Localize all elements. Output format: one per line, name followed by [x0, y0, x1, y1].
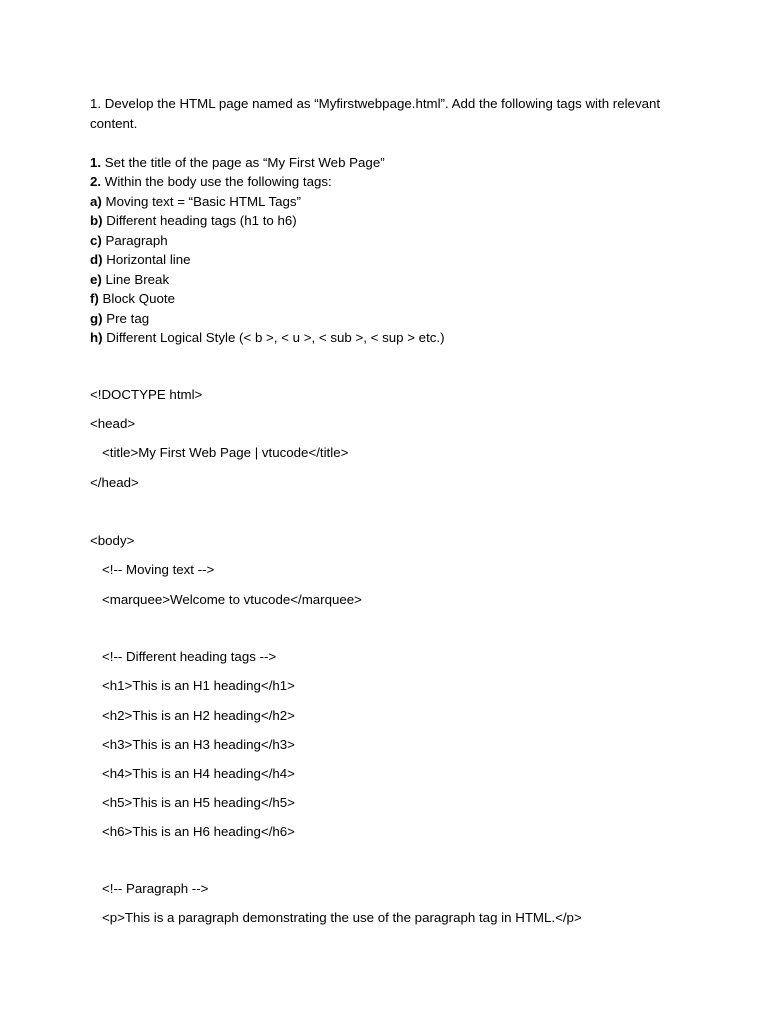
- code-line-h3: <h3>This is an H3 heading</h3>: [102, 737, 295, 752]
- task-text: Set the title of the page as “My First Web Page”: [101, 154, 385, 170]
- task-text: Line Break: [101, 271, 170, 287]
- code-line-h2: <h2>This is an H2 heading</h2>: [102, 708, 295, 723]
- code-line-h5: <h5>This is an H5 heading</h5>: [102, 795, 295, 810]
- code-line-body-open: <body>: [90, 533, 135, 548]
- code-line-marquee: <marquee>Welcome to vtucode</marquee>: [102, 592, 362, 607]
- code-line-comment-headings: <!-- Different heading tags -->: [102, 649, 277, 664]
- code-line-paragraph: <p>This is a paragraph demonstrating the use of the paragraph tag in HTML.</p>: [102, 910, 582, 925]
- task-marker: c): [90, 232, 102, 248]
- task-text: Block Quote: [98, 291, 175, 306]
- task-item: [90, 153, 680, 173]
- task-marker: g): [90, 310, 103, 326]
- task-item: [90, 309, 680, 329]
- task-item: [90, 328, 680, 348]
- assignment-intro: 1. Develop the HTML page named as “Myfirstwebpage.html”. Add the following tags with relevant content.: [90, 96, 661, 131]
- task-marker: h): [90, 330, 103, 345]
- instructions-section: [90, 94, 680, 348]
- task-item: [90, 289, 680, 309]
- task-marker: f): [90, 291, 99, 306]
- task-text: Different Logical Style (< b >, < u >, < sub >, < sup > etc.): [102, 330, 445, 345]
- task-text: Paragraph: [101, 232, 168, 248]
- task-text: Moving text = “Basic HTML Tags”: [101, 193, 301, 209]
- task-text: Within the body use the following tags:: [101, 174, 332, 189]
- task-text: Different heading tags (h1 to h6): [102, 213, 297, 228]
- task-item: [90, 211, 680, 231]
- code-line-comment-paragraph: <!-- Paragraph -->: [102, 881, 209, 896]
- task-marker: e): [90, 271, 102, 287]
- task-marker: a): [90, 193, 102, 209]
- code-line-doctype: <!DOCTYPE html>: [90, 387, 203, 402]
- task-item: [90, 270, 680, 290]
- task-item: [90, 192, 680, 212]
- task-marker: d): [90, 252, 103, 267]
- code-line-title: <title>My First Web Page | vtucode</title>: [102, 445, 349, 460]
- task-list: [90, 153, 680, 348]
- task-text: Pre tag: [102, 310, 150, 326]
- code-line-comment-moving: <!-- Moving text -->: [102, 562, 215, 577]
- code-line-h1: <h1>This is an H1 heading</h1>: [102, 678, 295, 693]
- task-item: [90, 231, 680, 251]
- code-line-h6: <h6>This is an H6 heading</h6>: [102, 824, 295, 839]
- code-line-head-close: </head>: [90, 475, 139, 490]
- task-marker: 1.: [90, 154, 102, 170]
- task-marker: 2.: [90, 174, 102, 189]
- task-item: [90, 250, 680, 270]
- code-line-h4: <h4>This is an H4 heading</h4>: [102, 766, 295, 781]
- code-line-head-open: <head>: [90, 416, 136, 431]
- task-marker: b): [90, 213, 103, 228]
- task-item: [90, 172, 680, 192]
- task-text: Horizontal line: [102, 252, 191, 267]
